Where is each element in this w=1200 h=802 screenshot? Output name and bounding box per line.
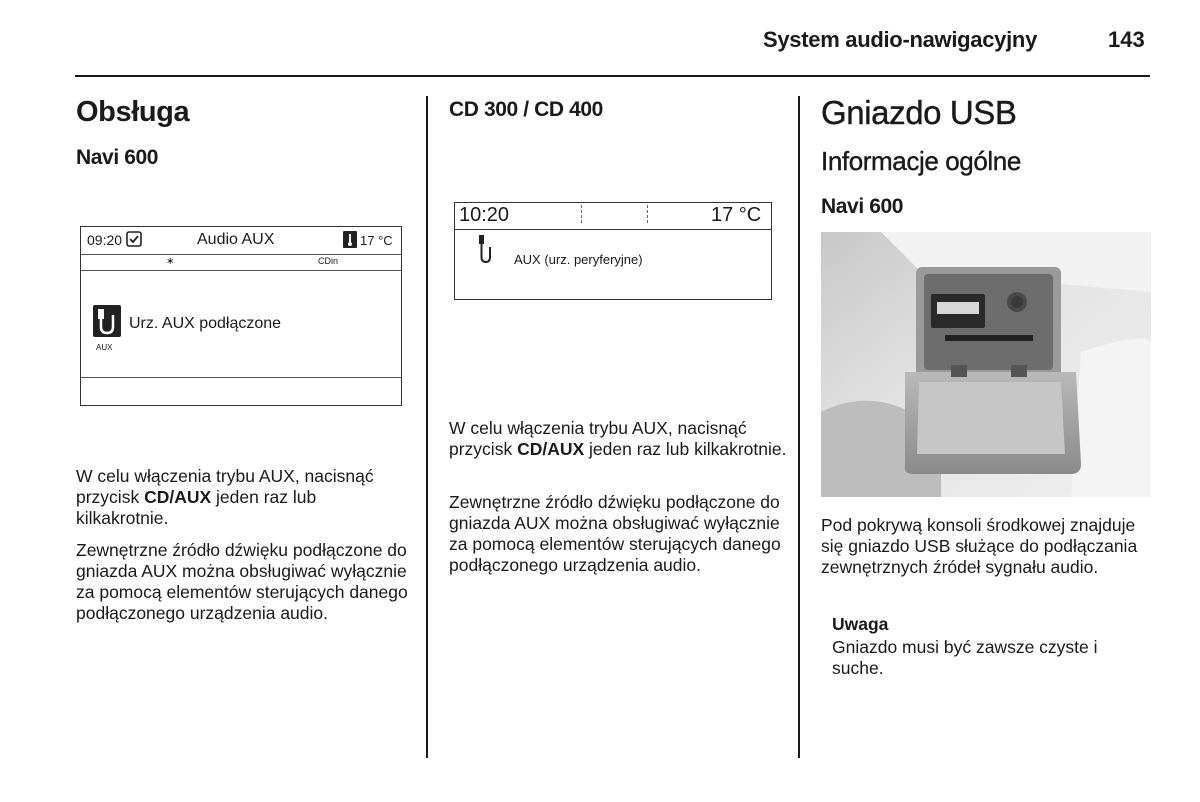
section-heading-cd-300-400: CD 300 / CD 400: [449, 98, 603, 121]
paragraph-external-source: Zewnętrzne źródło dźwięku podłączone do gniazda AUX można obsługiwać wyłącznie za pomocą elementów sterujących danego podłączonego urządzenia audio.: [76, 540, 408, 623]
note-title: Uwaga: [832, 614, 889, 634]
navi-screen-temperature: 17 °C: [360, 233, 393, 248]
cd-screen-status-bar: [455, 203, 771, 230]
header-divider: [75, 75, 1150, 77]
subheading-navi-600: Navi 600: [76, 146, 159, 169]
cd-screen-time: 10:20: [459, 204, 510, 226]
clock-icon: [126, 231, 142, 250]
usb-socket-photo: [821, 232, 1151, 497]
navi-600-screen-illustration: [80, 226, 402, 406]
section-heading-usb-socket: Gniazdo USB: [821, 94, 1017, 131]
button-name-cd-aux: CD/AUX: [144, 487, 212, 507]
aux-plug-icon: [93, 305, 121, 342]
page-number: 143: [1108, 27, 1145, 52]
paragraph-usb-description: Pod pokrywą konsoli środkowej znajduje się gniazdo USB służące do podłączania zewnętrznych źródeł sygnału audio.: [821, 515, 1138, 577]
navi-screen-title: Audio AUX: [197, 231, 275, 248]
column-divider-left: [426, 96, 428, 758]
paragraph-text: jeden raz lub kilkakrotnie.: [76, 487, 317, 528]
button-name-cd-aux: CD/AUX: [517, 439, 585, 459]
cd-radio-screen-illustration: [454, 202, 772, 300]
paragraph-text: W celu włączenia trybu AUX, nacisnąć przycisk: [449, 418, 747, 459]
navi-screen-source-label: CDin: [318, 256, 339, 266]
note-text: Gniazdo musi być zawsze czyste i suche.: [832, 637, 1098, 678]
navi-screen-time: 09:20: [87, 232, 123, 248]
navi-screen-bottom-line: [81, 377, 401, 378]
subheading-general-info: Informacje ogólne: [821, 146, 1021, 176]
paragraph-aux-activation: [449, 418, 789, 460]
navi-screen-status-bar: [81, 227, 401, 255]
aux-icon-label: AUX: [96, 343, 113, 352]
running-header-title: System audio-nawigacyjny: [763, 27, 1037, 52]
bluetooth-icon: ∗: [166, 256, 175, 267]
aux-connected-message: Urz. AUX podłączone: [129, 315, 282, 332]
subheading-navi-600: Navi 600: [821, 195, 904, 218]
paragraph-external-source: Zewnętrzne źródło dźwięku podłączone do gniazda AUX można obsługiwać wyłącznie za pomocą elementów sterujących danego podłączonego urządzenia audio.: [449, 492, 781, 575]
aux-plug-icon: [477, 235, 493, 270]
cd-screen-separator: [647, 205, 648, 223]
navi-screen-source-bar: [81, 254, 401, 271]
cd-screen-separator: [581, 205, 582, 223]
section-heading-obsluga: Obsługa: [76, 96, 190, 128]
paragraph-text: W celu włączenia trybu AUX, nacisnąć przycisk: [76, 466, 374, 507]
paragraph-text: jeden raz lub kilkakrotnie.: [584, 439, 787, 459]
aux-peripheral-message: AUX (urz. peryferyjne): [514, 252, 643, 267]
paragraph-aux-activation: [76, 466, 411, 529]
column-divider-right: [798, 96, 800, 758]
thermometer-icon: [343, 231, 357, 251]
cd-screen-temperature: 17 °C: [711, 204, 762, 226]
